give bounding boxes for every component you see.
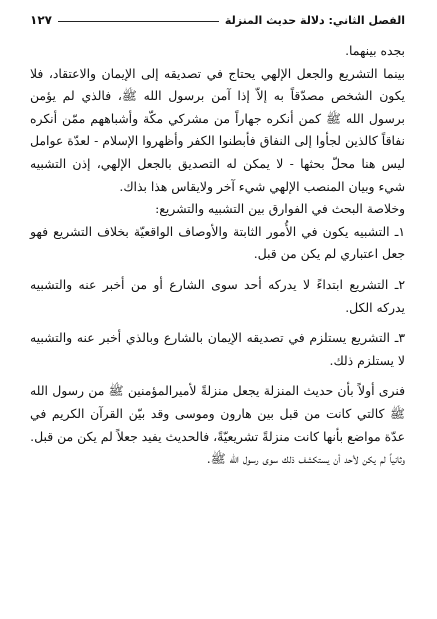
page-number: ١٢٧ bbox=[30, 13, 52, 27]
paragraph-continuation: بجده بينهما. bbox=[345, 43, 405, 58]
header-rule bbox=[58, 21, 219, 22]
paragraph-belief: بينما التشريع والجعل الإلهي يحتاج في تصديقه إلى الإيمان والاعتقاد، فلا يكون الشخص مصدّقاً به إلاّ إذا آمن برسول الله ﷺ، فالذي لم يؤمن برسول الله ﷺ كمن أنكره جهاراً من مشركي مكّة وأشباههم ممّن أنكره نفاقاً كالذين لجأوا إلى النفاق فأبطنوا الكفر وأظهروا الإسلام - لعدّة عوامل ليس هنا محلّ بحثها - لا يمكن له التصديق بالجعل الإلهي، إذن التشبيه شيء وبيان المنصب الإلهي شيء آخر ولايقاس هذا بذاك. bbox=[30, 65, 405, 194]
page-header bbox=[30, 9, 405, 27]
list-item-2: ٢ـ التشريع ابتداءً لا يدركه أحد سوى الشارع أو من أخبر عنه والتشبيه يدركه الكل. bbox=[30, 276, 405, 315]
list-item-3: ٣ـ التشريع يستلزم في تصديقه الإيمان بالشارع وبالذي أخبر عنه والتشبيه لا يستلزم ذلك. bbox=[30, 330, 405, 368]
body-text bbox=[30, 40, 405, 471]
paragraph-first-point: فنرى أولاً بأن حديث المنزلة يجعل منزلةً لأميرالمؤمنين ﷺ من رسول الله ﷺ كالتي كانت من قبل بين هارون وموسى وقد بيّن القرآن الكريم في عدّة مواضع بأنها كانت منزلةً تشريعيّةً، فالحديث يفيد جعلاً لم يكن من قبل. bbox=[30, 383, 405, 444]
list-item-1: ١ـ التشبيه يكون في الأُمور الثابتة والأوصاف الواقعيّة بخلاف التشريع فهو جعل اعتباري لم يكن من قبل. bbox=[30, 223, 405, 262]
paragraph-second-point: وثانياً لم يكن لأحد أن يستكشف ذلك سوى رسول الله ﷺ. bbox=[206, 451, 405, 467]
chapter-title: الفصل الثاني: دلالة حديث المنزلة bbox=[224, 14, 405, 27]
paragraph-summary-heading: وخلاصة البحث في الفوارق بين التشبيه والتشريع: bbox=[155, 201, 405, 217]
